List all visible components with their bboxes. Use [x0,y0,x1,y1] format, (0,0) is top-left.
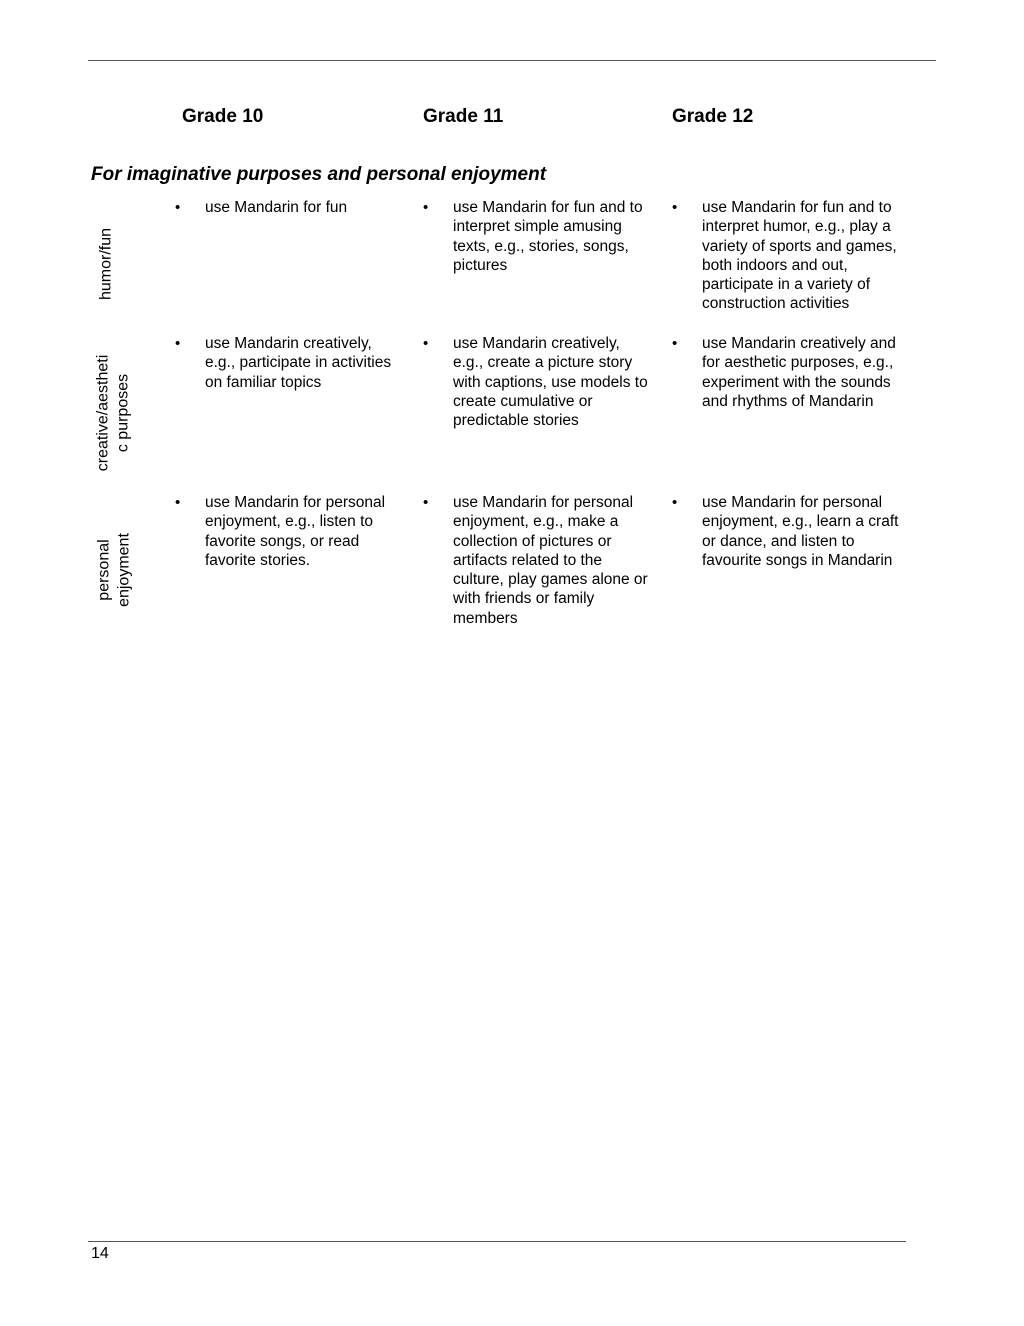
cell-text: use Mandarin for fun and to interpret simple amusing texts, e.g., stories, songs, pictures [453,199,643,274]
row-label-line: humor/fun [97,227,115,301]
bottom-divider [88,1241,906,1242]
row-label-personal-enjoyment [95,533,134,607]
cell-grade-10-creative [175,334,400,392]
cell-grade-12-creative [672,334,904,411]
bullet: • [175,335,181,352]
cell-text: use Mandarin creatively, e.g., create a picture story with captions, use models to create cumulative or predictable stories [453,335,648,430]
row-label-humor-fun [96,228,116,300]
row-label-line: enjoyment [115,533,132,607]
bullet: • [175,199,181,216]
bullet: • [423,199,429,216]
section-title: For imaginative purposes and personal enjoyment [91,164,547,185]
row-label-line: personal [95,539,113,601]
bullet: • [672,199,678,216]
cell-text: use Mandarin creatively and for aesthetic purposes, e.g., experiment with the sounds and rhythms of Mandarin [702,335,896,410]
cell-text: use Mandarin for fun and to interpret humor, e.g., play a variety of sports and games, both indoors and out, participate in a variety of construction activities [702,199,897,313]
bullet: • [423,494,429,511]
bullet: • [175,494,181,511]
cell-grade-11-personal [423,493,651,628]
cell-grade-10-humor-fun [175,198,400,217]
cell-grade-12-personal [672,493,904,570]
cell-text: use Mandarin for fun [205,199,348,216]
grade-11-heading: Grade 11 [423,106,504,127]
page-number: 14 [91,1245,109,1262]
cell-text: use Mandarin creatively, e.g., participate in activities on familiar topics [205,335,392,391]
cell-grade-10-personal [175,493,400,570]
bullet: • [672,494,678,511]
cell-text: use Mandarin for personal enjoyment, e.g., listen to favorite songs, or read favorite stories. [205,494,386,569]
cell-text: use Mandarin for personal enjoyment, e.g., learn a craft or dance, and listen to favourite songs in Mandarin [702,494,899,569]
bullet: • [672,335,678,352]
grade-12-heading: Grade 12 [672,106,754,127]
cell-grade-12-humor-fun [672,198,904,314]
bullet: • [423,335,429,352]
cell-grade-11-creative [423,334,651,430]
cell-grade-11-humor-fun [423,198,651,275]
grade-10-heading: Grade 10 [182,106,264,127]
row-label-creative-aesthetic [94,355,133,472]
cell-text: use Mandarin for personal enjoyment, e.g., make a collection of pictures or artifacts related to the culture, play games alone or with friends or family members [453,494,648,627]
top-divider [88,60,936,61]
row-label-line: c purposes [114,373,131,453]
row-label-line: creative/aestheti [94,354,112,472]
